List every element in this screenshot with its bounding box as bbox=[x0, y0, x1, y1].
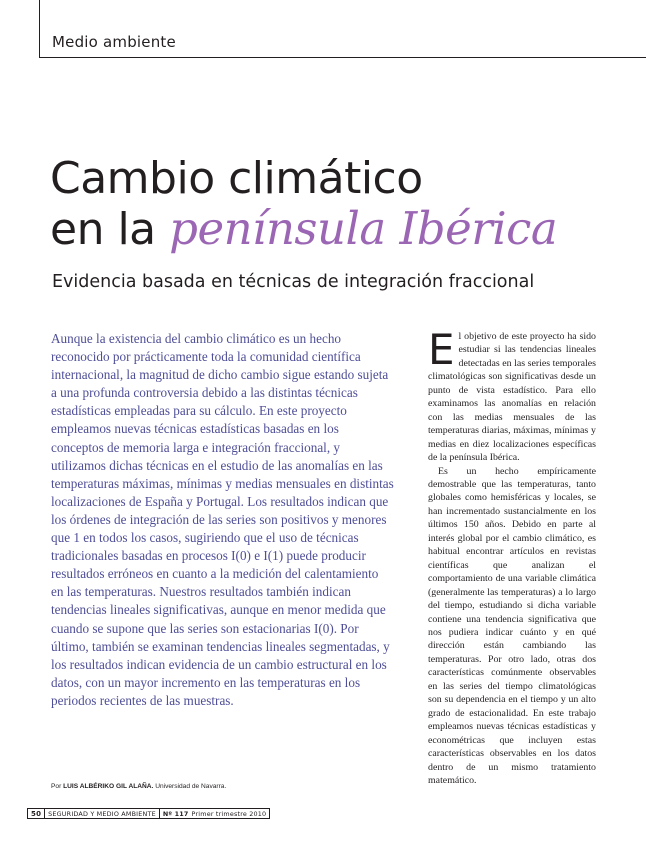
section-label: Medio ambiente bbox=[52, 33, 176, 51]
issue-number: Nº 117 bbox=[162, 809, 189, 818]
article-abstract: Aunque la existencia del cambio climático es un hecho reconocido por prácticamente toda la comunidad científica internacional, la magnitud de dicho cambio sigue estando sujeta a una profunda controversia debido a las distintas técnicas estadísticas empleadas para su cálculo. En este proyecto empleamos nuevas técnicas estadísticas basadas en los conceptos de memoria larga e integración fraccional, y utilizamos dichas técnicas en el estudio de las anomalías en las temperaturas máximas, mínimas y medias mensuales en distintas localizaciones de España y Portugal. Los resultados indican que los órdenes de integración de las series son positivos y menores que 1 en todos los casos, sugiriendo que el uso de técnicas tradicionales basadas en procesos I(0) e I(1) puede producir resultados erróneos en cuanto a la medición del calentamiento en las temperaturas. Nuestros resultados también indican tendencias lineales significativas, aunque en menor medida que cuando se supone que las series son estacionarias I(0). Por último, también se examinan tendencias lineales segmentadas, y los resultados indican evidencia de un cambio estructural en los datos, con un mayor incremento en las temperaturas en los periodos recientes de las muestras. bbox=[51, 331, 394, 708]
body-paragraph-1-text: l objetivo de este proyecto ha sido estudiar si las tendencias lineales detectadas en las series temporales climatológicas son significativas desde un punto de vista estadístico. Para ello examinamos las anomalías en relación con las medias mensuales de las temperaturas diarias, máximas, mínimas y medias en diez localizaciones específicas de la península Ibérica. bbox=[428, 331, 596, 464]
title-accent: península Ibérica bbox=[169, 202, 558, 255]
body-paragraph-1 bbox=[428, 325, 596, 465]
article-subtitle: Evidencia basada en técnicas de integración fraccional bbox=[52, 272, 535, 292]
byline-affiliation: Universidad de Navarra. bbox=[155, 783, 227, 790]
header-vertical-rule bbox=[39, 0, 40, 58]
header-horizontal-rule bbox=[39, 57, 646, 58]
title-line-2-prefix: en la bbox=[50, 204, 156, 255]
body-paragraph-2: Es un hecho empíricamente demostrable que las temperaturas, tanto globales como hemisféricas y locales, se han incrementado sustancialmente en los últimos 150 años. Debido en parte al interés global por el cambio climático, es habitual encontrar artículos en revistas científicas que analizan el comportamiento de una variable climática (generalmente las temperaturas) a lo largo del tiempo, estudiando si dicha variable contiene una tendencia significativa que nos pudiera indicar cuánto y en qué dirección están cambiando las temperaturas. Por otro lado, otras dos características comúnmente observables en las series del tiempo climatológicas son su dependencia en el tiempo y un alto grado de estacionalidad. En este trabajo empleamos nuevas técnicas estadísticas y econométricas que incluyen estas características observables en los datos dentro de un mismo tratamiento matemático. bbox=[428, 465, 596, 786]
page-number: 50 bbox=[27, 808, 45, 819]
magazine-name: SEGURIDAD Y MEDIO AMBIENTE bbox=[45, 808, 160, 819]
byline-author: LUIS ALBÉRIKO GIL ALAÑA. bbox=[63, 783, 154, 790]
issue-period: Primer trimestre 2010 bbox=[191, 809, 267, 818]
issue-info bbox=[160, 808, 271, 819]
drop-cap: E bbox=[428, 325, 455, 374]
page-footer bbox=[27, 808, 270, 819]
title-line-1: Cambio climático bbox=[50, 153, 423, 204]
title-line-2 bbox=[50, 204, 557, 255]
byline-prefix: Por bbox=[51, 783, 62, 790]
byline bbox=[51, 783, 226, 790]
body-column bbox=[428, 325, 596, 787]
article-title bbox=[50, 154, 557, 255]
